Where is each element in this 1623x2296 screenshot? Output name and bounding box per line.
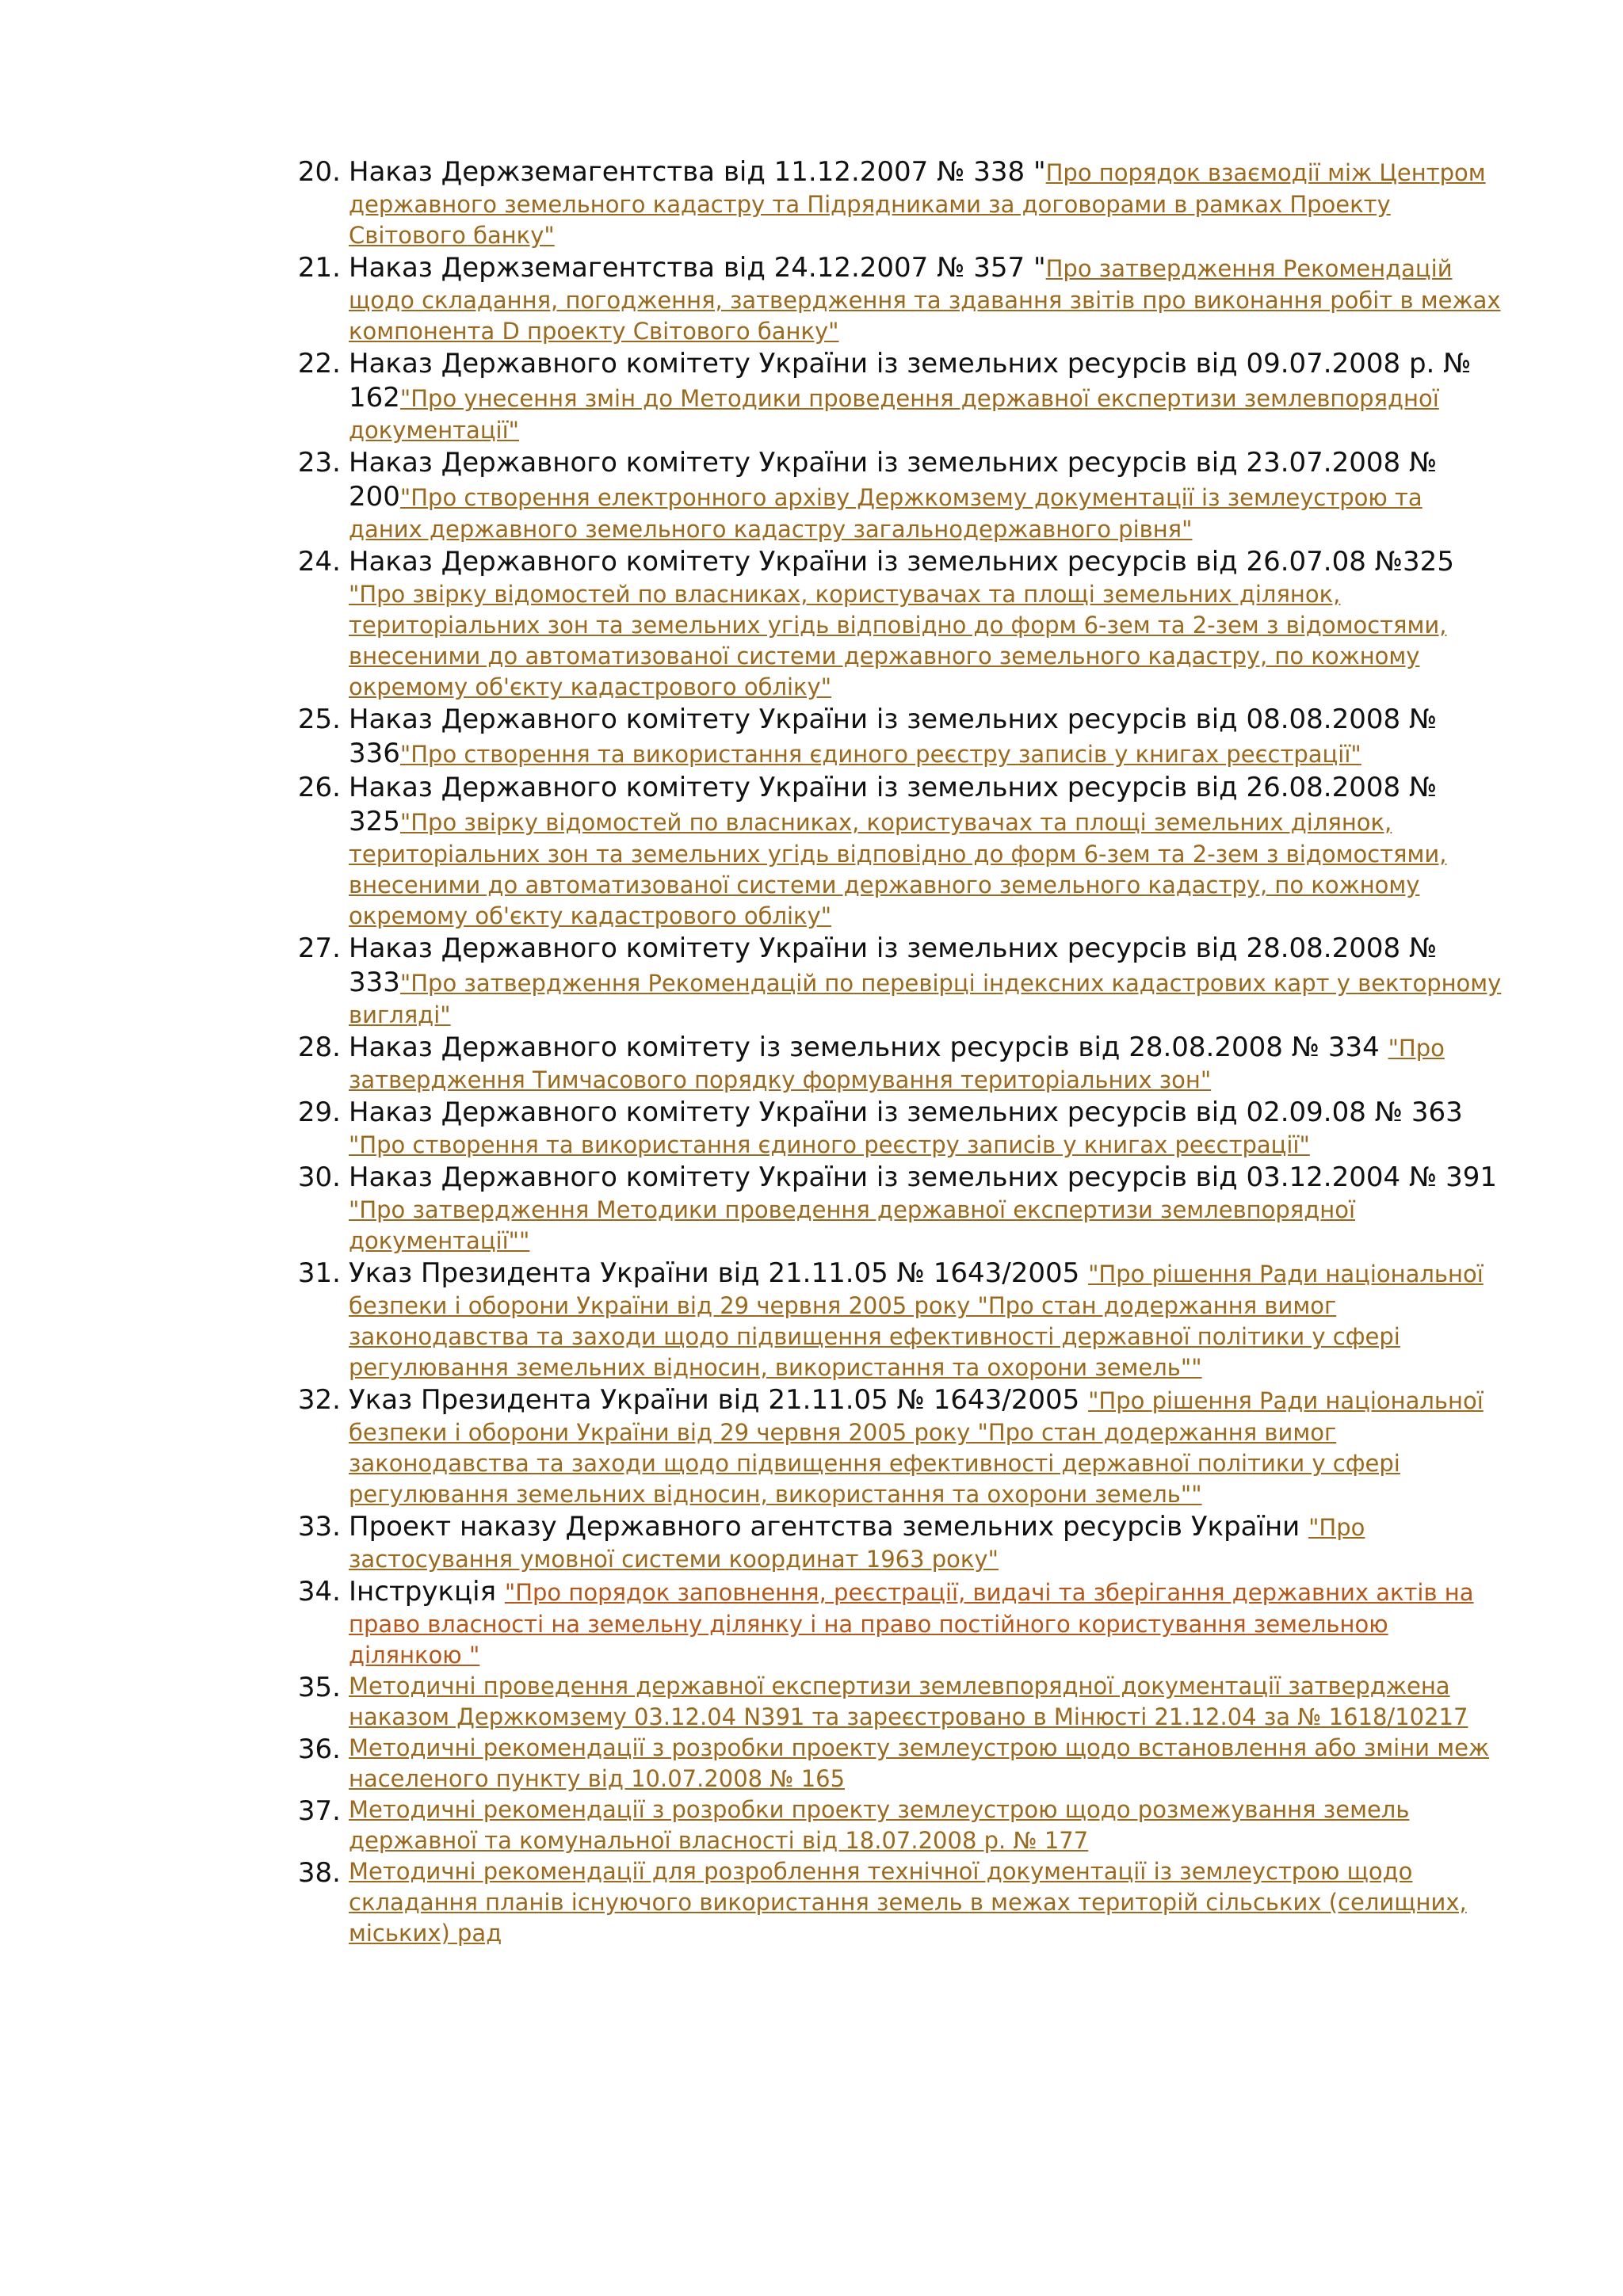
list-item: [290, 347, 1503, 446]
document-reference-text: Проект наказу Державного агентства земельних ресурсів України: [349, 1511, 1309, 1543]
document-reference-text: Наказ Державного комітету України із земельних ресурсів від 26.08.2008 № 325: [349, 772, 1438, 837]
document-title-link[interactable]: Методичні рекомендації з розробки проекту землеустрою щодо розмежування земель державної та комунальної власності від 18.07.2008 р. № 177: [349, 1796, 1410, 1854]
list-item-content: [349, 1510, 1503, 1575]
list-item: [290, 1257, 1503, 1383]
document-reference-text: Наказ Державного комітету із земельних ресурсів від 28.08.2008 № 334: [349, 1032, 1388, 1063]
document-reference-text: Наказ Державного комітету України із земельних ресурсів від 28.08.2008 № 333: [349, 933, 1438, 998]
list-item: [290, 446, 1503, 545]
document-reference-text: Наказ Держземагентства від 11.12.2007 № 338 ": [349, 156, 1046, 188]
document-title-link[interactable]: "Про створення електронного архіву Держкомзему документації із землеустрою та даних державного земельного кадастру загальнодержавного рівня": [349, 484, 1423, 543]
list-item: [290, 1031, 1503, 1096]
list-item-content: [349, 932, 1503, 1031]
list-item: [290, 545, 1503, 703]
document-title-link[interactable]: Про затвердження Рекомендацій щодо складання, погодження, затвердження та здавання звітів про виконання робіт в межах компонента D проекту Світового банку": [349, 255, 1501, 345]
document-reference-text: Наказ Державного комітету України із земельних ресурсів від 09.07.2008 р. № 162: [349, 348, 1472, 414]
list-item-number: 35.: [297, 1672, 341, 1703]
list-item-content: [349, 347, 1503, 446]
list-item-content: [349, 771, 1503, 932]
list-item-number: 20.: [297, 156, 341, 188]
list-item: [290, 1510, 1503, 1575]
list-item-number: 24.: [297, 546, 341, 578]
document-title-link[interactable]: Методичні рекомендації з розробки проекту землеустрою щодо встановлення або зміни меж населеного пункту від 10.07.2008 № 165: [349, 1734, 1490, 1792]
document-reference-text: Наказ Державного комітету України із земельних ресурсів від 02.09.08 № 363: [349, 1097, 1463, 1128]
list-item-content: [349, 1575, 1503, 1671]
list-item-content: [349, 1096, 1503, 1161]
list-item-content: [349, 703, 1503, 771]
list-item-content: [349, 446, 1503, 545]
list-item-content: [349, 1031, 1503, 1096]
list-item-content: [349, 1161, 1503, 1257]
list-item-number: 33.: [297, 1511, 341, 1543]
document-reference-text: Наказ Держземагентства від 24.12.2007 № 357 ": [349, 252, 1046, 284]
list-item: [290, 1671, 1503, 1733]
document-title-link[interactable]: "Про створення та використання єдиного реєстру записів у книгах реєстрації": [349, 1131, 1310, 1158]
list-item-content: [349, 1856, 1503, 1949]
document-title-link[interactable]: "Про порядок заповнення, реєстрації, видачі та зберігання державних актів на право власності на земельну ділянку і на право постійного користування земельною ділянкою ": [349, 1579, 1474, 1669]
list-item-content: [349, 1383, 1503, 1510]
document-reference-text: Наказ Державного комітету України із земельних ресурсів від 08.08.2008 № 336: [349, 704, 1438, 769]
list-item-number: 37.: [297, 1795, 341, 1827]
list-item-content: [349, 545, 1503, 703]
list-item: [290, 1733, 1503, 1794]
list-item: [290, 771, 1503, 932]
list-item: [290, 1161, 1503, 1257]
list-item-number: 34.: [297, 1576, 341, 1608]
document-reference-text: Указ Президента України від 21.11.05 № 1643/2005: [349, 1384, 1089, 1416]
document-title-link[interactable]: Методичні проведення державної експертизи землевпорядної документації затверджена наказом Держкомзему 03.12.04 N391 та зареєстровано в Мінюсті 21.12.04 за № 1618/10217: [349, 1672, 1468, 1730]
list-item-content: [349, 1671, 1503, 1733]
list-item-number: 23.: [297, 447, 341, 479]
document-title-link[interactable]: "Про створення та використання єдиного реєстру записів у книгах реєстрації": [399, 741, 1361, 768]
list-item-number: 21.: [297, 252, 341, 284]
list-item-content: [349, 1794, 1503, 1856]
list-item-number: 38.: [297, 1857, 341, 1889]
document-list: [290, 155, 1503, 1949]
list-item-number: 32.: [297, 1384, 341, 1416]
list-item: [290, 1856, 1503, 1949]
document-title-link[interactable]: "Про затвердження Методики проведення державної експертизи землевпорядної документації"": [349, 1196, 1356, 1254]
list-item: [290, 251, 1503, 347]
document-title-link[interactable]: "Про рішення Ради національної безпеки і оборони України від 29 червня 2005 року "Про стан додержання вимог законодавства та заходи щодо підвищення ефективності державної політики у сфері регулювання земельних відносин, використання та охорони земель"": [349, 1261, 1484, 1381]
document-title-link[interactable]: Про порядок взаємодії між Центром державного земельного кадастру та Підрядниками за договорами в рамках Проекту Світового банку": [349, 159, 1486, 249]
document-reference-text: Наказ Державного комітету України із земельних ресурсів від 26.07.08 №325: [349, 546, 1454, 578]
list-item: [290, 1575, 1503, 1671]
list-item-number: 27.: [297, 933, 341, 964]
document-title-link[interactable]: "Про затвердження Рекомендацій по перевірці індексних кадастрових карт у векторному вигляді": [349, 970, 1502, 1028]
list-item-content: [349, 155, 1503, 251]
document-reference-text: Наказ Державного комітету України із земельних ресурсів від 23.07.2008 № 200: [349, 447, 1438, 513]
list-item-number: 22.: [297, 348, 341, 379]
document-reference-text: Указ Президента України від 21.11.05 № 1643/2005: [349, 1257, 1089, 1289]
document-title-link[interactable]: "Про рішення Ради національної безпеки і оборони України від 29 червня 2005 року "Про стан додержання вимог законодавства та заходи щодо підвищення ефективності державної політики у сфері регулювання земельних відносин, використання та охорони земель"": [349, 1387, 1484, 1508]
list-item-number: 25.: [297, 704, 341, 735]
document-title-link[interactable]: "Про унесення змін до Методики проведення державної експертизи землевпорядної документації": [349, 385, 1439, 444]
list-item-number: 31.: [297, 1257, 341, 1289]
document-title-link[interactable]: "Про звірку відомостей по власниках, користувачах та площі земельних ділянок, територіальних зон та земельних угідь відповідно до форм 6-зем та 2-зем з відомостями, внесеними до автоматизованої системи державного земельного кадастру, по кожному окремому об'єкту кадастрового обліку": [349, 809, 1447, 929]
list-item-number: 26.: [297, 772, 341, 803]
list-item: [290, 155, 1503, 251]
list-item: [290, 1383, 1503, 1510]
document-reference-text: Інструкція: [349, 1576, 505, 1608]
list-item-content: [349, 251, 1503, 347]
list-item: [290, 932, 1503, 1031]
list-item-number: 36.: [297, 1733, 341, 1765]
document-title-link[interactable]: "Про затвердження Тимчасового порядку формування територіальних зон": [349, 1035, 1445, 1093]
list-item: [290, 1794, 1503, 1856]
list-item: [290, 1096, 1503, 1161]
list-item-number: 29.: [297, 1097, 341, 1128]
list-item: [290, 703, 1503, 771]
document-reference-text: Наказ Державного комітету України із земельних ресурсів від 03.12.2004 № 391: [349, 1161, 1498, 1193]
list-item-number: 28.: [297, 1032, 341, 1063]
list-item-content: [349, 1733, 1503, 1794]
document-title-link[interactable]: Методичні рекомендації для розроблення технічної документації із землеустрою щодо складання планів існуючого використання земель в межах територій сільських (селищних, міських) рад: [349, 1858, 1467, 1947]
document-title-link[interactable]: "Про звірку відомостей по власниках, користувачах та площі земельних ділянок, територіальних зон та земельних угідь відповідно до форм 6-зем та 2-зем з відомостями, внесеними до автоматизованої системи державного земельного кадастру, по кожному окремому об'єкту кадастрового обліку": [349, 581, 1447, 700]
list-item-content: [349, 1257, 1503, 1383]
document-title-link[interactable]: "Про застосування умовної системи координат 1963 року": [349, 1514, 1365, 1573]
list-item-number: 30.: [297, 1161, 341, 1193]
